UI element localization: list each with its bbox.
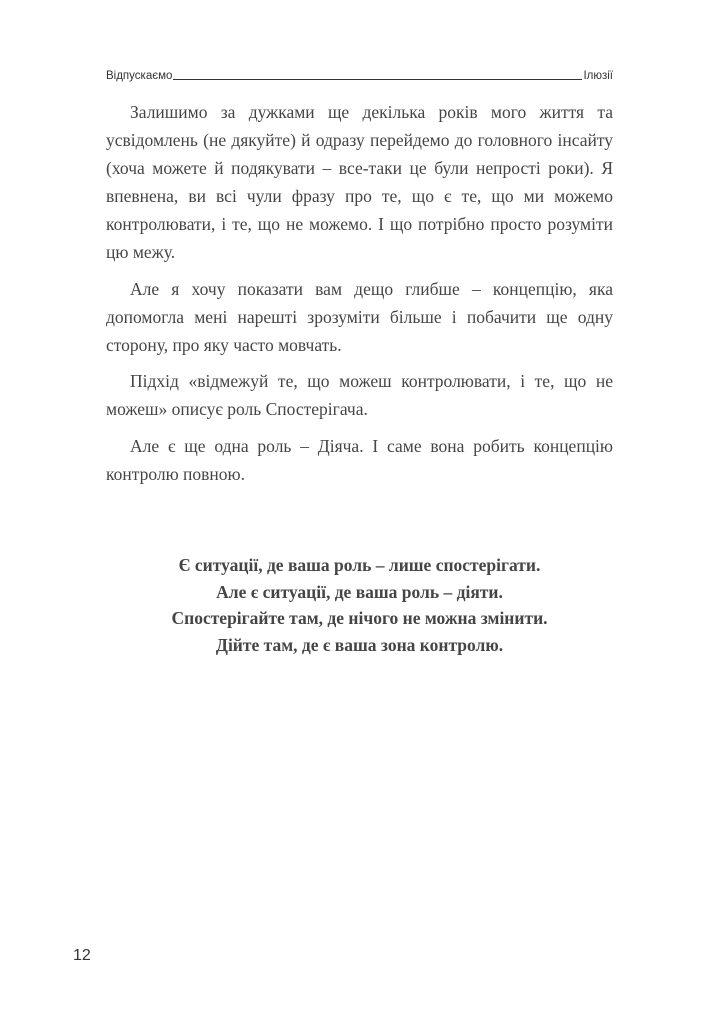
paragraph: Але я хочу показати вам дещо глибше – концепцію, яка допомогла мені нарешті зрозуміти більше і побачити ще одну сторону, про яку часто мовчать.	[106, 278, 613, 355]
header-book-title: Відпускаємо	[106, 70, 173, 82]
paragraph: Залишимо за дужками ще декілька років мого життя та усвідомлень (не дякуйте) й одразу перейдемо до головного інсайту (хоча можете й подякувати – все-таки це були непрості роки). Я впевнена, ви всі чули фразу про те, що є те, що ми можемо контролювати, і те, що не можемо. І що потрібно просто розуміти цю межу.	[106, 102, 613, 262]
header-chapter-title: Ілюзії	[583, 70, 613, 82]
quote-line: Але є ситуації, де ваша роль – діяти.	[216, 581, 503, 602]
body-text	[106, 98, 613, 496]
quote-line: Спостерігайте там, де нічого не можна змінити.	[171, 608, 548, 628]
highlighted-quote	[106, 552, 613, 658]
running-header	[106, 70, 613, 82]
paragraph: Підхід «відмежуй те, що можеш контролювати, і те, що не можеш» описує роль Спостерігача.	[106, 371, 613, 419]
page-number: 12	[73, 947, 91, 964]
quote-line: Є ситуації, де ваша роль – лише спостерігати.	[178, 555, 541, 575]
header-rule	[173, 78, 582, 80]
paragraph: Але є ще одна роль – Діяча. І саме вона робить концепцію контролю повною.	[106, 435, 613, 484]
quote-line: Дійте там, де є ваша зона контролю.	[215, 634, 504, 655]
